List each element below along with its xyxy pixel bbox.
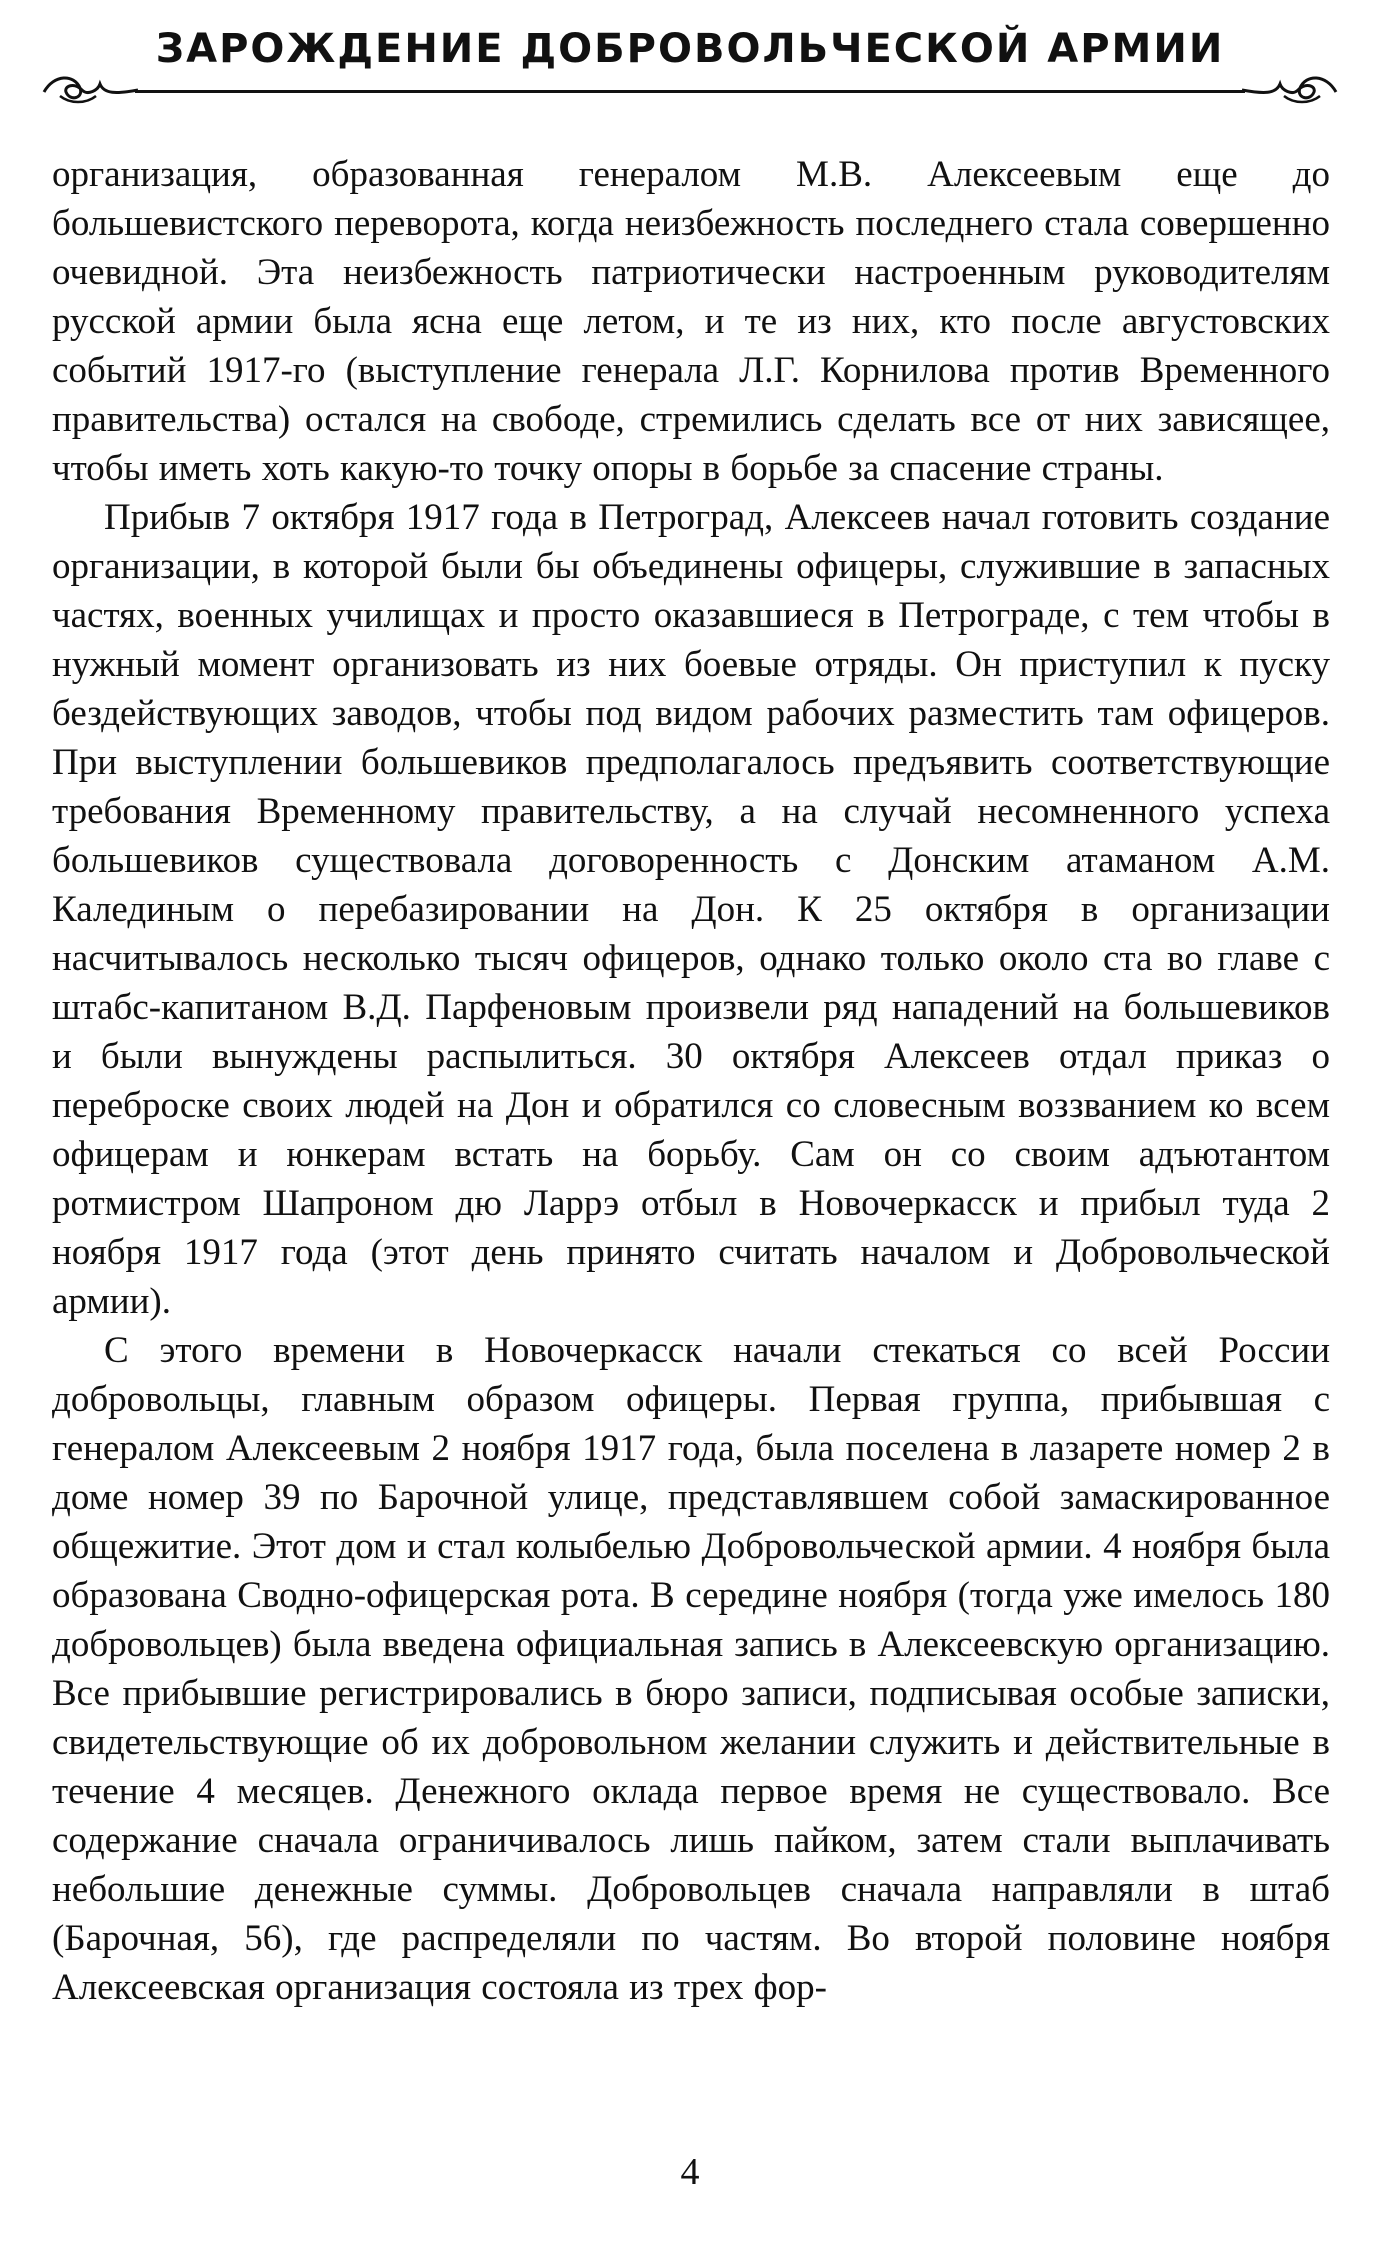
paragraph-1: организация, образованная генералом М.В. Алексеевым еще до большевистского переворота, когда неизбежность последнего стала совершенно очевидной. Эта неизбежность патриотически настроенным руководителям русской армии была ясна еще летом, и те из них, кто после августовских событий 1917-го (выступление генерала Л.Г. Корнилова против Временного правительства) остался на свободе, стремились сделать все от них зависящее, чтобы иметь хоть какую-то точку опоры в борьбе за спасение страны. <box>52 154 1330 489</box>
header-rule <box>135 90 1245 93</box>
flourish-ornament-right-icon <box>1240 70 1340 110</box>
running-header <box>40 22 1340 102</box>
page-number: 4 <box>680 2151 700 2193</box>
body-text <box>52 150 1330 2012</box>
paragraph-2: Прибыв 7 октября 1917 года в Петроград, Алексеев начал готовить создание организации, в которой были бы объединены офицеры, служившие в запасных частях, военных училищах и просто оказавшиеся в Петрограде, с тем чтобы в нужный момент организовать из них боевые отряды. Он приступил к пуску бездействующих заводов, чтобы под видом рабочих разместить там офицеров. При выступлении большевиков предполагалось предъявить соответствующие требования Временному правительству, а на случай несомненного успеха большевиков существовала договоренность с Донским атаманом А.М. Калединым о перебазировании на Дон. К 25 октября в организации насчитывалось несколько тысяч офицеров, однако только около ста во главе с штабс-капитаном В.Д. Парфеновым произвели ряд нападений на большевиков и были вынуждены распылиться. 30 октября Алексеев отдал приказ о переброске своих людей на Дон и обратился со словесным воззванием ко всем офицерам и юнкерам встать на борьбу. Сам он со своим адъютантом ротмистром Шапроном дю Ларрэ отбыл в Новочеркасск и прибыл туда 2 ноября 1917 года (этот день принято считать началом и Добровольческой армии). <box>52 497 1330 1322</box>
flourish-ornament-left-icon <box>40 70 140 110</box>
paragraph-3: С этого времени в Новочеркасск начали стекаться со всей России добровольцы, главным образом офицеры. Первая группа, прибывшая с генералом Алексеевым 2 ноября 1917 года, была поселена в лазарете номер 2 в доме номер 39 по Барочной улице, представлявшем собой замаскированное общежитие. Этот дом и стал колыбелью Добровольческой армии. 4 ноября была образована Сводно-офицерская рота. В середине ноября (тогда уже имелось 180 добровольцев) была введена официальная запись в Алексеевскую организацию. Все прибывшие регистрировались в бюро записи, подписывая особые записки, свидетельствующие об их добровольном желании служить и действительные в течение 4 месяцев. Денежного оклада первое время не существовало. Все содержание сначала ограничивалось лишь пайком, затем стали выплачивать небольшие денежные суммы. Добровольцев сначала направляли в штаб (Барочная, 56), где распределяли по частям. Во второй половине ноября Алексеевская организация состояла из трех фор- <box>52 1330 1330 2008</box>
running-title: ЗАРОЖДЕНИЕ ДОБРОВОЛЬЧЕСКОЙ АРМИИ <box>155 26 1225 72</box>
